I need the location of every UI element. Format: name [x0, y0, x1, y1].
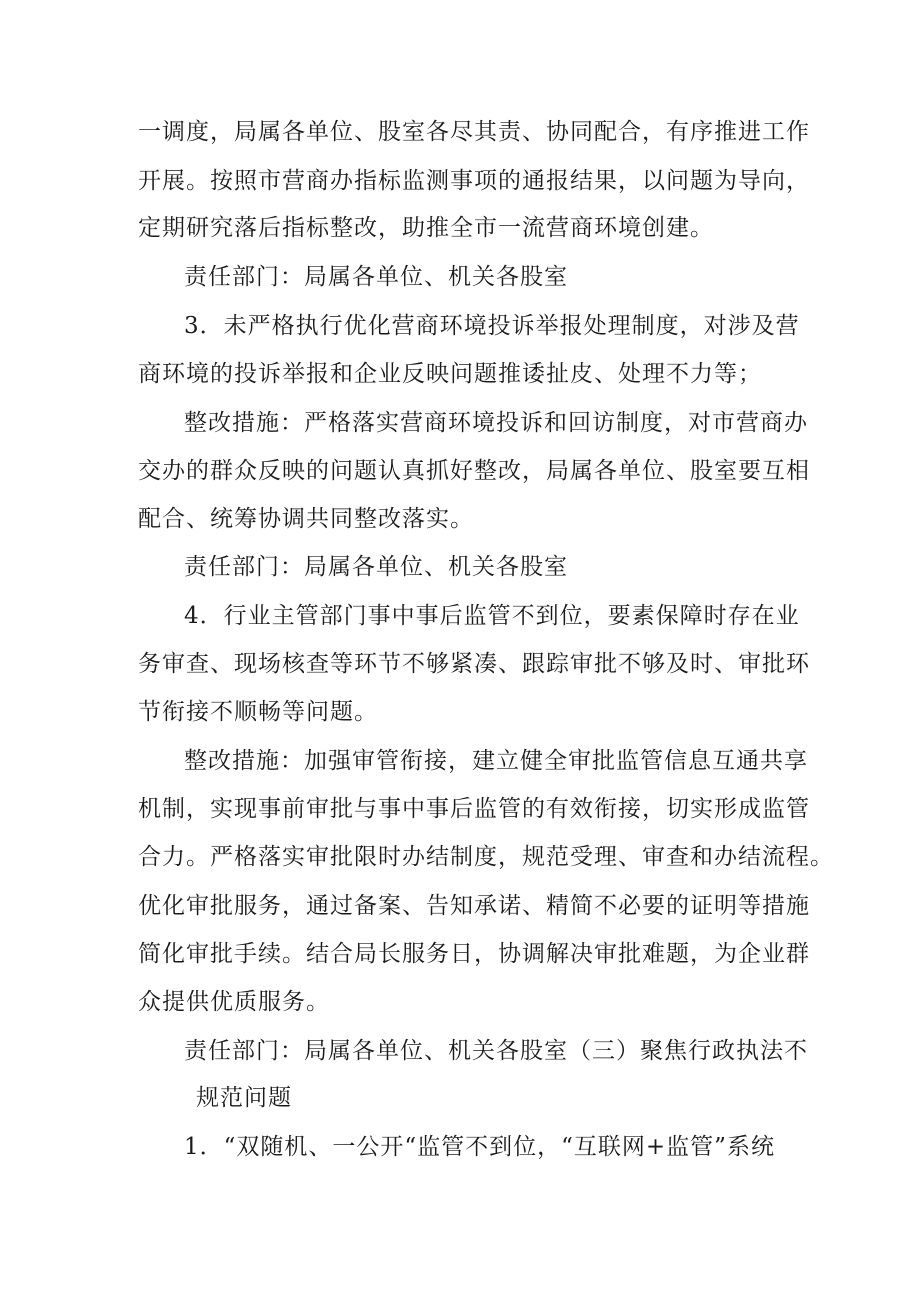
measures-line: 整改措施：严格落实营商环境投诉和回访制度，对市营商办 — [184, 410, 808, 436]
item-4-heading: 4．行业主管部门事中事后监管不到位，要素保障时存在业 — [184, 603, 800, 629]
text-line: 机制，实现事前审批与事中事后监管的有效衔接，切实形成监管 — [138, 796, 810, 822]
text-line: 开展。按照市营商办指标监测事项的通报结果，以问题为导向， — [138, 168, 810, 194]
text-line: 合力。严格落实审批限时办结制度，规范受理、审查和办结流程。 — [138, 844, 834, 870]
measures-line: 整改措施：加强审管衔接，建立健全审批监管信息互通共享 — [184, 748, 808, 774]
text-line: 商环境的投诉举报和企业反映问题推诿扯皮、处理不力等； — [138, 361, 762, 387]
responsible-dept-line: 责任部门：局属各单位、机关各股室 — [184, 264, 568, 290]
text-line: 简化审批手续。结合局长服务日，协调解决审批难题，为企业群 — [138, 941, 810, 967]
item-3-heading: 3．未严格执行优化营商环境投诉举报处理制度，对涉及营 — [184, 313, 800, 339]
responsible-dept-line: 责任部门：局属各单位、机关各股室 — [184, 554, 568, 580]
item-1-heading: 1．“双随机、一公开“监管不到位，“互联网+监管”系统 — [184, 1134, 775, 1160]
text-line: 优化审批服务，通过备案、告知承诺、精简不必要的证明等措施 — [138, 893, 810, 919]
text-line: 一调度，局属各单位、股室各尽其责、协同配合，有序推进工作 — [138, 119, 810, 145]
text-line: 配合、统筹协调共同整改落实。 — [138, 506, 474, 532]
text-line: 众提供优质服务。 — [138, 989, 330, 1015]
text-line: 交办的群众反映的问题认真抓好整改，局属各单位、股室要互相 — [138, 458, 810, 484]
text-line: 务审查、现场核查等环节不够紧凑、跟踪审批不够及时、审批环 — [138, 651, 810, 677]
responsible-dept-line: 责任部门：局属各单位、机关各股室（三）聚焦行政执法不 — [184, 1038, 808, 1064]
text-line: 定期研究落后指标整改，助推全市一流营商环境创建。 — [138, 215, 714, 241]
text-line: 节衔接不顺畅等问题。 — [138, 699, 378, 725]
section-heading: 规范问题 — [196, 1085, 292, 1111]
